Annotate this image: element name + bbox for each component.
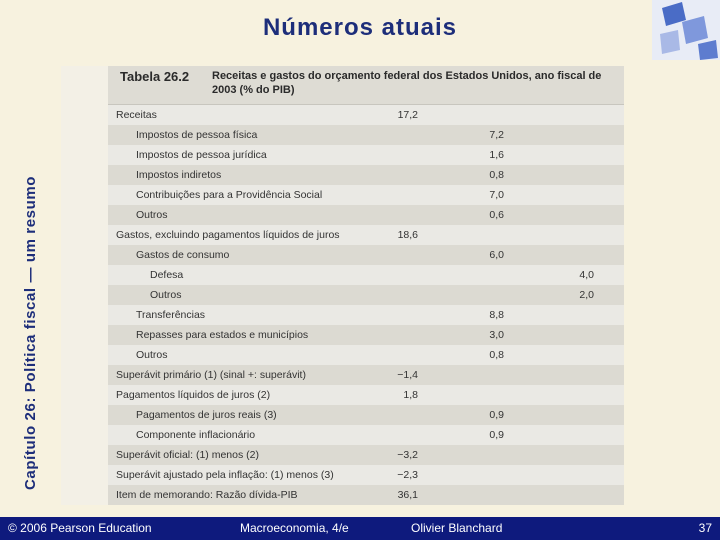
row-value-c2: 6,0 <box>489 249 504 261</box>
row-value-c2: 0,8 <box>489 349 504 361</box>
row-label: Transferências <box>136 309 206 321</box>
table-row <box>108 205 624 225</box>
footer-book: Macroeconomia, 4/e <box>240 521 349 535</box>
row-label: Defesa <box>150 269 184 281</box>
slide-title: Números atuais <box>262 14 458 41</box>
row-label: Componente inflacionário <box>136 429 256 441</box>
row-label: Superávit ajustado pela inflação: (1) menos (3) <box>116 469 334 481</box>
table-row <box>108 365 624 385</box>
row-value-c1: −1,4 <box>397 369 418 381</box>
table-row <box>108 165 624 185</box>
table-row <box>108 105 624 125</box>
row-label: Gastos de consumo <box>136 249 230 261</box>
row-value-c2: 0,9 <box>489 429 504 441</box>
table-row <box>108 345 624 365</box>
row-label: Gastos, excluindo pagamentos líquidos de juros <box>116 229 340 241</box>
table-row <box>108 405 624 425</box>
row-value-c1: −2,3 <box>397 469 418 481</box>
row-label: Superávit oficial: (1) menos (2) <box>116 449 259 461</box>
table-header <box>108 66 624 105</box>
row-value-c3: 4,0 <box>579 269 594 281</box>
row-label: Item de memorando: Razão dívida-PIB <box>116 489 298 501</box>
row-label: Outros <box>136 349 168 361</box>
row-label: Impostos de pessoa jurídica <box>136 149 267 161</box>
chapter-side-title: Capítulo 26: Política fiscal — um resumo <box>22 175 39 490</box>
left-margin-strip <box>61 66 108 505</box>
footer-bar <box>0 517 720 540</box>
row-value-c1: 36,1 <box>397 489 418 501</box>
table-row <box>108 485 624 505</box>
table-caption: Receitas e gastos do orçamento federal dos Estados Unidos, ano fiscal de 2003 (% do PIB) <box>212 70 602 96</box>
row-label: Receitas <box>116 109 157 121</box>
table-row <box>108 385 624 405</box>
row-value-c1: 18,6 <box>397 229 418 241</box>
table-row <box>108 305 624 325</box>
row-label: Repasses para estados e municípios <box>136 329 309 341</box>
row-value-c1: 1,8 <box>403 389 418 401</box>
table-row <box>108 285 624 305</box>
row-value-c3: 2,0 <box>579 289 594 301</box>
row-label: Impostos indiretos <box>136 169 222 181</box>
footer-page-number: 37 <box>698 521 712 535</box>
row-label: Contribuições para a Providência Social <box>136 189 323 201</box>
row-value-c2: 7,0 <box>489 189 504 201</box>
row-value-c2: 7,2 <box>489 129 504 141</box>
table-row <box>108 145 624 165</box>
row-label: Pagamentos líquidos de juros (2) <box>116 389 271 401</box>
footer-copyright: © 2006 Pearson Education <box>8 521 152 535</box>
row-value-c2: 3,0 <box>489 329 504 341</box>
row-value-c2: 1,6 <box>489 149 504 161</box>
decorative-logo <box>652 0 720 60</box>
budget-table <box>108 66 624 505</box>
table-row <box>108 125 624 145</box>
row-label: Impostos de pessoa física <box>136 129 258 141</box>
row-label: Outros <box>150 289 182 301</box>
table-row <box>108 245 624 265</box>
table-row <box>108 425 624 445</box>
row-value-c2: 8,8 <box>489 309 504 321</box>
table-row <box>108 325 624 345</box>
row-value-c1: 17,2 <box>397 109 418 121</box>
table-row <box>108 225 624 245</box>
footer-author: Olivier Blanchard <box>411 521 503 535</box>
table-row <box>108 265 624 285</box>
table-row <box>108 465 624 485</box>
table-number: Tabela 26.2 <box>120 69 190 84</box>
row-value-c2: 0,9 <box>489 409 504 421</box>
row-value-c2: 0,6 <box>489 209 504 221</box>
row-label: Outros <box>136 209 168 221</box>
table-row <box>108 445 624 465</box>
row-value-c2: 0,8 <box>489 169 504 181</box>
table-row <box>108 185 624 205</box>
row-label: Superávit primário (1) (sinal +: superávit) <box>116 369 306 381</box>
row-value-c1: −3,2 <box>397 449 418 461</box>
row-label: Pagamentos de juros reais (3) <box>136 409 277 421</box>
